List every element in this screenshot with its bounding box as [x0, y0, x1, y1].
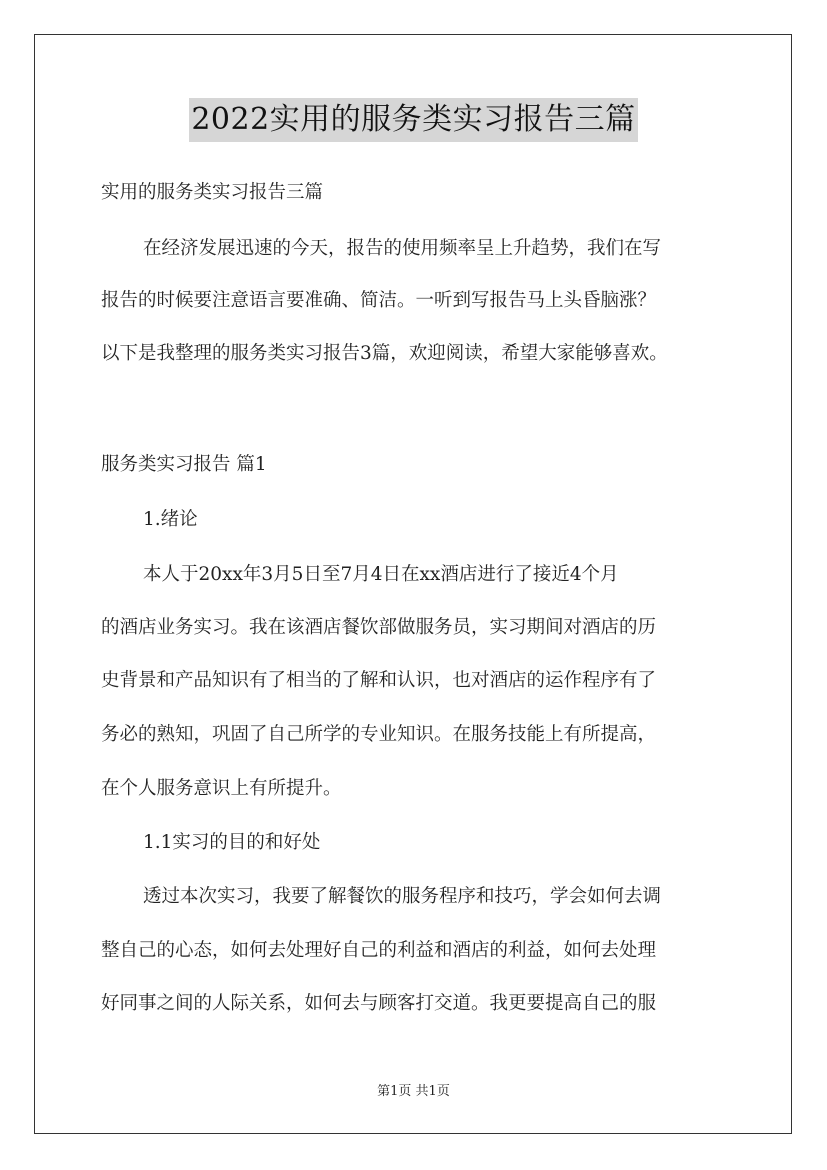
paragraph-line: 以下是我整理的服务类实习报告3篇，欢迎阅读，希望大家能够喜欢。: [101, 343, 668, 364]
subtitle-line: 实用的服务类实习报告三篇: [101, 182, 324, 203]
subsection-heading: 1.绪论: [143, 509, 198, 530]
paragraph-line: 史背景和产品知识有了相当的了解和认识，也对酒店的运作程序有了: [101, 670, 657, 691]
section-heading: 服务类实习报告 篇1: [101, 454, 267, 475]
document-title: 2022实用的服务类实习报告三篇: [189, 98, 637, 142]
paragraph-line: 透过本次实习，我要了解餐饮的服务程序和技巧，学会如何去调: [143, 886, 662, 907]
paragraph-line: 好同事之间的人际关系，如何去与顾客打交道。我更要提高自己的服: [101, 993, 657, 1014]
page-footer: 第1页 共1页: [377, 1084, 450, 1099]
paragraph-line: 在经济发展迅速的今天，报告的使用频率呈上升趋势，我们在写: [143, 238, 662, 259]
paragraph-line: 报告的时候要注意语言要准确、简洁。一听到写报告马上头昏脑涨？: [101, 290, 657, 311]
subsection-heading: 1.1实习的目的和好处: [143, 832, 321, 853]
paragraph-line: 在个人服务意识上有所提升。: [101, 778, 342, 799]
paragraph-line: 整自己的心态，如何去处理好自己的利益和酒店的利益，如何去处理: [101, 940, 657, 961]
paragraph-line: 的酒店业务实习。我在该酒店餐饮部做服务员，实习期间对酒店的历: [101, 617, 657, 638]
title-container: [0, 98, 827, 142]
paragraph-line: 本人于20xx年3月5日至7月4日在xx酒店进行了接近4个月: [143, 564, 619, 585]
paragraph-line: 务必的熟知，巩固了自己所学的专业知识。在服务技能上有所提高，: [101, 724, 657, 745]
